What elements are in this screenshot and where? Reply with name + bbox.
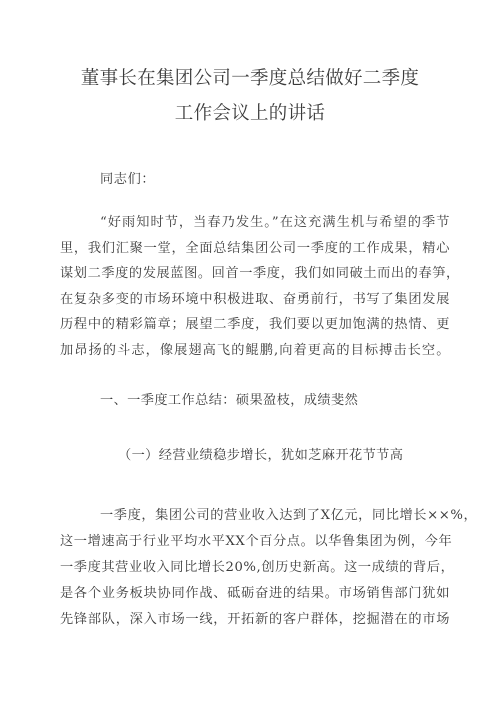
paragraph-1-line-6: 加昂扬的斗志，像展翅高飞的鲲鹏,向着更高的目标搏击长空。 [60, 343, 450, 358]
paragraph-1-line-4: 在复杂多变的市场环境中积极进取、奋勇前行，书写了集团发展 [60, 292, 450, 307]
paragraph-2-line-4: 是各个业务板块协同作战、砥砺奋进的结果。市场销售部门犹如 [60, 586, 450, 601]
paragraph-2-line-5: 先锋部队，深入市场一线，开拓新的客户群体，挖掘潜在的市场 [60, 612, 450, 627]
section-heading-1: 一、一季度工作总结：硕果盈枝，成绩斐然 [100, 393, 359, 408]
paragraph-1-line-3: 谋划二季度的发展蓝图。回首一季度，我们如同破土而出的春笋， [60, 266, 460, 281]
paragraph-1-line-5: 历程中的精彩篇章；展望二季度，我们要以更加饱满的热情、更 [60, 317, 450, 332]
paragraph-1-line-1: “好雨知时节，当春乃发生。”在这充满生机与希望的季节 [100, 215, 450, 230]
paragraph-2-line-1: 一季度，集团公司的营业收入达到了X亿元，同比增长××%， [100, 508, 478, 523]
document-title-line-2: 工作会议上的讲话 [174, 103, 326, 124]
sub-heading-1: （一）经营业绩稳步增长，犹如芝麻开花节节高 [118, 448, 404, 463]
paragraph-2-line-3: 一季度其营业收入同比增长20%,创历史新高。这一成绩的背后， [60, 560, 455, 575]
salutation: 同志们： [100, 172, 156, 187]
paragraph-2-line-2: 这一增速高于行业平均水平XX个百分点。以华鲁集团为例，今年 [60, 534, 453, 549]
document-title-line-1: 董事长在集团公司一季度总结做好二季度 [80, 68, 420, 89]
paragraph-1-line-2: 里，我们汇聚一堂，全面总结集团公司一季度的工作成果，精心 [60, 241, 450, 256]
